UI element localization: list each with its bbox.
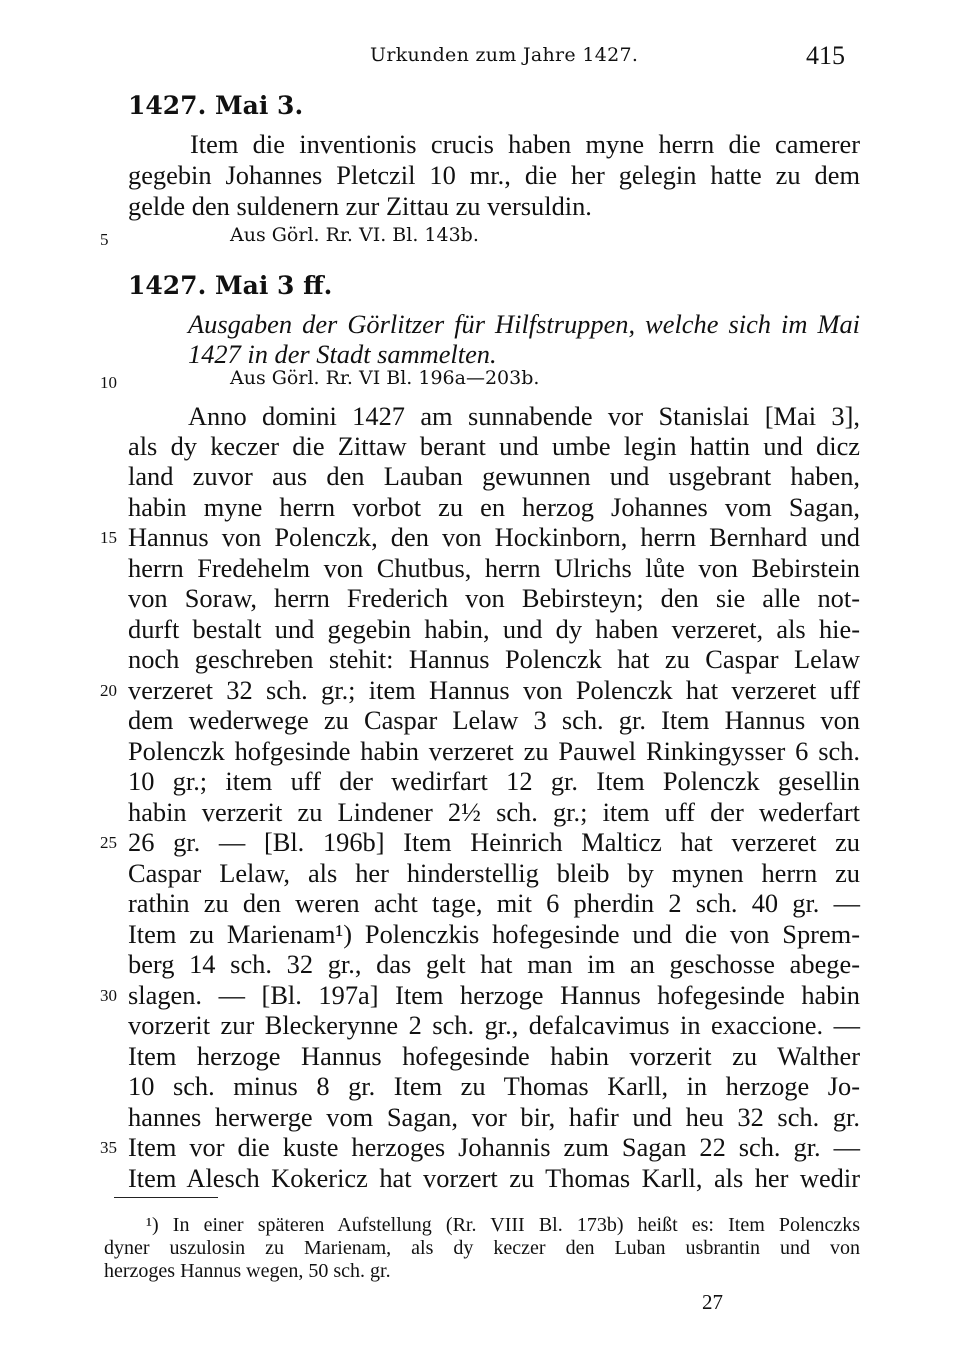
text-line: Hannus von Polenczk, den von Hockinborn, herrn Bernhard und [128, 522, 860, 552]
entry-heading: Ausgaben der Görlitzer für Hilfstruppen, welche sich im Mai [188, 309, 860, 339]
text-line: als dy keczer die Zittaw berant und umbe legin hattin und dicz [128, 431, 860, 461]
footnote-line: ¹) In einer späteren Aufstellung (Rr. VIII Bl. 173b) heißt es: Item Polenczks [146, 1214, 860, 1236]
text-line: Item zu Marienam¹) Polenczkis hofegesinde und die von Sprem- [128, 919, 860, 949]
text-line: herrn Fredehelm von Chutbus, herrn Ulrichs lůte von Bebirstein [128, 553, 860, 583]
text-line: Anno domini 1427 am sunnabende vor Stanislai [Mai 3], [188, 401, 860, 431]
text-line: von Soraw, herrn Frederich von Bebirsteyn; den sie alle not- [128, 583, 860, 613]
text-line: slagen. — [Bl. 197a] Item herzoge Hannus hofegesinde habin [128, 980, 860, 1010]
entry-date: 1427. Mai 3 ff. [128, 271, 333, 300]
source-reference: Aus Görl. Rr. VI. Bl. 143b. [230, 224, 479, 246]
text-line: Item Alesch Kokericz hat vorzert zu Thomas Karll, als her wedir [128, 1163, 860, 1193]
entry-heading: 1427 in der Stadt sammelten. [188, 339, 497, 369]
text-line: 26 gr. — [Bl. 196b] Item Heinrich Malticz hat verzeret zu [128, 827, 860, 857]
footnote-rule [114, 1197, 218, 1198]
text-line: vorzerit zur Bleckerynne 2 sch. gr., defalcavimus in exaccione. — [128, 1010, 860, 1040]
text-line: durft bestalt und gegebin habin, und dy haben verzeret, als hie- [128, 614, 860, 644]
line-number: 10 [100, 373, 117, 392]
text-line: 10 sch. minus 8 gr. Item zu Thomas Karll, in herzoge Jo- [128, 1071, 860, 1101]
line-number: 35 [100, 1138, 117, 1157]
text-line: 10 gr.; item uff der wedirfart 12 gr. Item Polenczk gesellin [128, 766, 860, 796]
line-number: 30 [100, 986, 117, 1005]
line-number: 15 [100, 528, 117, 547]
text-line: habin myne herrn vorbot zu en herzog Johannes vom Sagan, [128, 492, 860, 522]
text-line: Polenczk hofgesinde habin verzeret zu Pauwel Rinkingysser 6 sch. [128, 736, 860, 766]
footnote-line: herzoges Hannus wegen, 50 sch. gr. [104, 1260, 391, 1282]
footnote-line: dyner uszulosin zu Marienam, als dy keczer den Luban usbrantin und von [104, 1237, 860, 1259]
text-line: dem wederwege zu Caspar Lelaw 3 sch. gr. Item Hannus von [128, 705, 860, 735]
text-line: habin verzerit zu Lindener 2½ sch. gr.; item uff der wederfart [128, 797, 860, 827]
text-line: Item vor die kuste herzoges Johannis zum Sagan 22 sch. gr. — [128, 1132, 860, 1162]
text-line: noch geschreben stehit: Hannus Polenczk hat zu Caspar Lelaw [128, 644, 860, 674]
text-line: gelde den suldenern zur Zittau zu versuldin. [128, 191, 592, 221]
text-line: rathin zu den weren acht tage, mit 6 pherdin 2 sch. 40 gr. — [128, 888, 860, 918]
text-line: hannes herwerge vom Sagan, vor bir, hafir und heu 32 sch. gr. [128, 1102, 860, 1132]
line-number: 5 [100, 230, 109, 249]
text-line: Caspar Lelaw, als her hinderstellig bleib by mynen herrn zu [128, 858, 860, 888]
line-number: 25 [100, 833, 117, 852]
text-line: Item die inventionis crucis haben myne herrn die camerer [190, 129, 860, 159]
source-reference: Aus Görl. Rr. VI Bl. 196a—203b. [230, 367, 540, 389]
text-line: Item herzoge Hannus hofegesinde habin vorzerit zu Walther [128, 1041, 860, 1071]
running-title: Urkunden zum Jahre 1427. [370, 44, 639, 66]
page-number: 415 [806, 41, 845, 70]
text-line: gegebin Johannes Pletczil 10 mr., die her gelegin hatte zu dem [128, 160, 860, 190]
text-line: berg 14 sch. 32 gr., das gelt hat man im an geschosse abege- [128, 949, 860, 979]
text-line: verzeret 32 sch. gr.; item Hannus von Polenczk hat verzeret uff [128, 675, 860, 705]
line-number: 20 [100, 681, 117, 700]
entry-date: 1427. Mai 3. [128, 91, 304, 120]
signature-mark: 27 [702, 1290, 723, 1314]
text-line: land zuvor aus den Lauban gewunnen und usgebrant haben, [128, 461, 860, 491]
